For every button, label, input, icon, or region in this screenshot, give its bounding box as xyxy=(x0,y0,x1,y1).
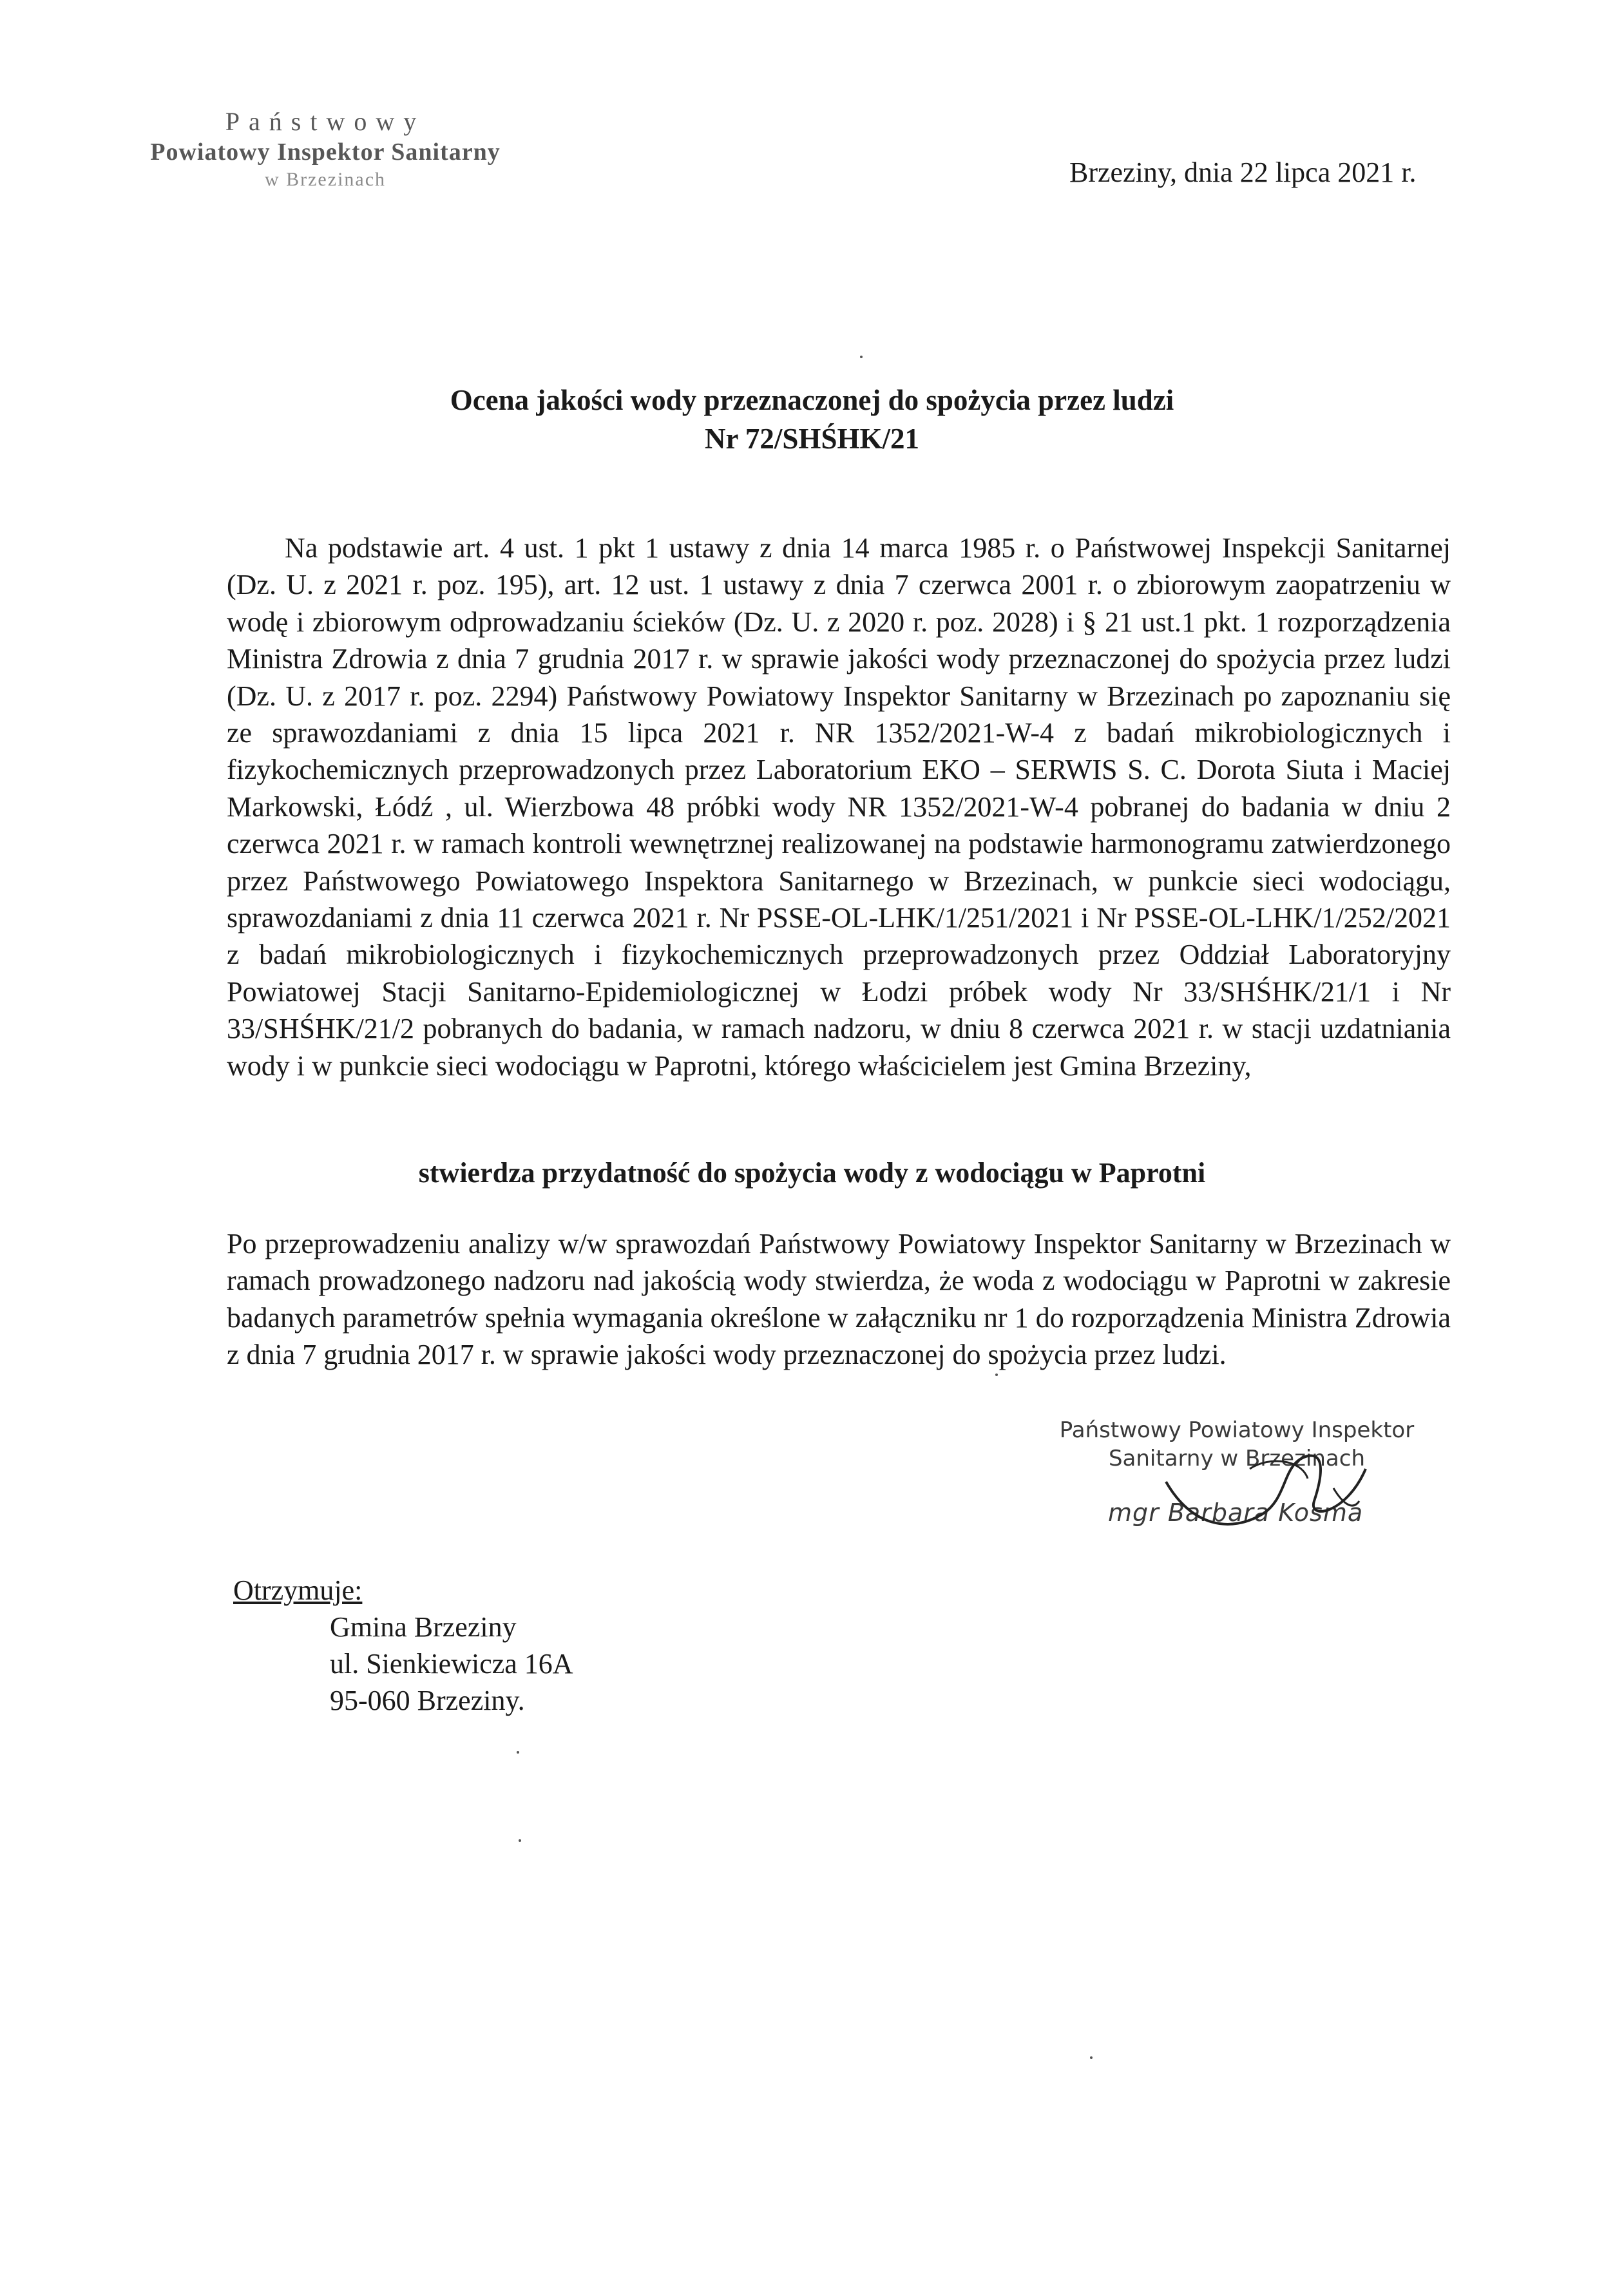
recipients-block xyxy=(233,1572,573,1719)
scan-speck xyxy=(860,356,863,358)
office-stamp xyxy=(119,106,531,191)
signature-title-line-1: Państwowy Powiatowy Inspektor xyxy=(1059,1417,1415,1443)
document-number: Nr 72/SHŚHK/21 xyxy=(705,423,919,455)
recipient-line: Gmina Brzeziny xyxy=(330,1611,517,1643)
legal-basis-paragraph: Na podstawie art. 4 ust. 1 pkt 1 ustawy z dnia 14 marca 1985 r. o Państwowej Inspekcji Sanitarnej (Dz. U. z 2021 r. poz. 195), art. 12 ust. 1 ustawy z dnia 7 czerwca 2001 r. o zbiorowym zaopatrzeniu w wodę i zbiorowym odprowadzaniu ścieków (Dz. U. z 2020 r. poz. 2028) i § 21 ust.1 pkt. 1 rozporządzenia Ministra Zdrowia z dnia 7 grudnia 2017 r. w sprawie jakości wody przeznaczonej do spożycia przez ludzi (Dz. U. z 2017 r. poz. 2294) Państwowy Powiatowy Inspektor Sanitarny w Brzezinach po zapoznaniu się ze sprawozdaniami z dnia 15 lipca 2021 r. NR 1352/2021-W-4 z badań mikrobiologicznych i fizykochemicznych przeprowadzonych przez Laboratorium EKO – SERWIS S. C. Dorota Siuta i Maciej Markowski, Łódź , ul. Wierzbowa 48 próbki wody NR 1352/2021-W-4 pobranej do badania w dniu 2 czerwca 2021 r. w ramach kontroli wewnętrznej realizowanej na podstawie harmonogramu zatwierdzonego przez Państwowego Powiatowego Inspektora Sanitarnego w Brzezinach, w punkcie sieci wodociągu, sprawozdaniami z dnia 11 czerwca 2021 r. Nr PSSE-OL-LHK/1/251/2021 i Nr PSSE-OL-LHK/1/252/2021 z badań mikrobiologicznych i fizykochemicznych przeprowadzonych przez Oddział Laboratoryjny Powiatowej Stacji Sanitarno-Epidemiologicznej w Łodzi próbek wody Nr 33/SHŚHK/21/1 i Nr 33/SHŚHK/21/2 pobranych do badania, w ramach nadzoru, w dniu 8 czerwca 2021 r. w stacji uzdatniania wody i w punkcie sieci wodociągu w Paprotni, którego właścicielem jest Gmina Brzeziny, xyxy=(227,532,1451,1082)
recipient-line: ul. Sienkiewicza 16A xyxy=(330,1648,573,1680)
stamp-line-3: w Brzezinach xyxy=(264,169,387,190)
scan-speck xyxy=(519,1839,521,1842)
stamp-line-2: Powiatowy Inspektor Sanitarny xyxy=(150,139,501,166)
stamp-line-1: Państwowy xyxy=(225,107,426,136)
signature-stamp xyxy=(1056,1417,1417,1527)
verdict-heading: stwierdza przydatność do spożycia wody z wodociągu w Paprotni xyxy=(418,1157,1206,1189)
recipients-label: Otrzymuje: xyxy=(233,1574,363,1606)
document-title: Ocena jakości wody przeznaczonej do spożycia przez ludzi xyxy=(450,384,1174,416)
recipient-line: 95-060 Brzeziny. xyxy=(330,1685,525,1716)
scan-speck xyxy=(1090,2056,1093,2059)
scan-speck xyxy=(517,1751,519,1754)
document-date: Brzeziny, dnia 22 lipca 2021 r. xyxy=(1069,157,1417,188)
scan-speck xyxy=(995,1374,998,1376)
signature-title-line-2: Sanitarny w Brzezinach xyxy=(1108,1446,1366,1471)
conclusion-paragraph: Po przeprowadzeniu analizy w/w sprawozdań Państwowy Powiatowy Inspektor Sanitarny w Brzezinach w ramach prowadzonego nadzoru nad jakością wody stwierdza, że woda z wodociągu w Paprotni w zakresie badanych parametrów spełnia wymagania określone w załączniku nr 1 do rozporządzenia Ministra Zdrowia z dnia 7 grudnia 2017 r. w sprawie jakości wody przeznaczonej do spożycia przez ludzi. xyxy=(227,1228,1451,1371)
handwritten-signature xyxy=(1153,1443,1385,1540)
signature-name: mgr Barbara Kosma xyxy=(1108,1498,1364,1527)
